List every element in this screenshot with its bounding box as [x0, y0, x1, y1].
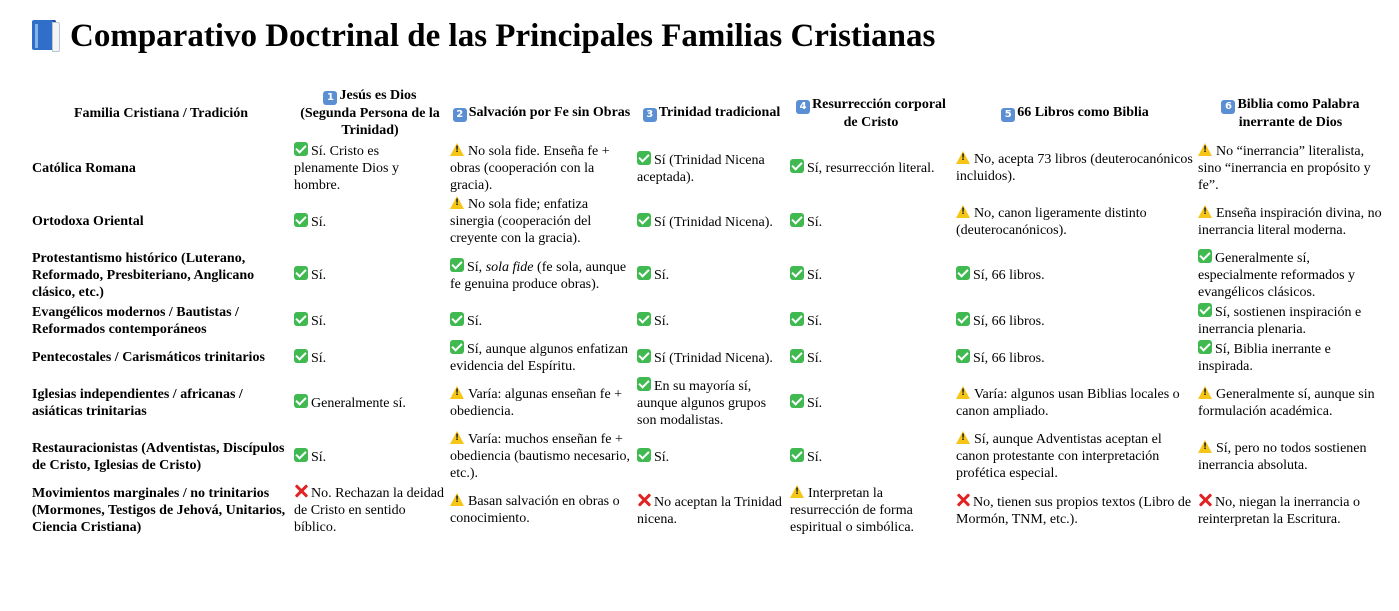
check-icon	[790, 159, 804, 173]
warning-icon	[956, 205, 970, 218]
column-header-label: 66 Libros como Biblia	[1017, 105, 1149, 120]
column-header-1	[292, 86, 448, 141]
cell-text: Sí.	[807, 350, 823, 366]
table-cell	[448, 430, 635, 483]
cell-text: Sí (Trinidad Nicena).	[654, 214, 773, 230]
number-3-icon: 3	[643, 108, 657, 122]
table-row	[30, 141, 1385, 195]
table-cell	[788, 430, 954, 483]
cell-text: (fe sola, aunque fe genuina produce obras).	[450, 259, 627, 292]
table-cell	[292, 141, 448, 195]
check-icon	[637, 349, 651, 363]
table-cell	[1196, 141, 1385, 195]
check-icon	[294, 213, 308, 227]
column-header-3	[635, 86, 788, 141]
table-cell	[292, 339, 448, 376]
table-cell	[1196, 195, 1385, 248]
table-cell	[788, 483, 954, 537]
check-icon	[956, 349, 970, 363]
cell-text: No, niegan la inerrancia o reinterpretan la Escritura.	[1198, 494, 1360, 527]
cell-text: Sí, 66 libros.	[973, 350, 1045, 366]
cell-text: No “inerrancia” literalista, sino “inerrancia en propósito y fe”.	[1198, 143, 1371, 193]
table-cell	[954, 141, 1196, 195]
family-name: Movimientos marginales / no trinitarios (Mormones, Testigos de Jehová, Unitarios, Ciencia Cristiana)	[32, 485, 286, 535]
page-header	[32, 12, 935, 60]
cell-text: Sí.	[654, 268, 670, 283]
number-4-icon: 4	[796, 100, 810, 114]
family-name: Pentecostales / Carismáticos trinitarios	[32, 350, 265, 365]
cell-text: Sí, pero no todos sostienen inerrancia absoluta.	[1198, 440, 1367, 473]
table-cell	[448, 141, 635, 195]
cell-text: No, canon ligeramente distinto (deuterocanónicos).	[956, 205, 1147, 238]
warning-icon	[790, 485, 804, 498]
cell-text: Varía: algunas enseñan fe + obediencia.	[450, 387, 623, 419]
check-icon	[956, 312, 970, 326]
check-icon	[637, 151, 651, 165]
cross-icon	[1198, 493, 1212, 507]
cell-text: Sí.	[311, 268, 327, 283]
check-icon	[637, 213, 651, 227]
check-icon	[1198, 249, 1212, 263]
cell-text: No sola fide. Enseña fe + obras (cooperación con la gracia).	[450, 143, 610, 193]
warning-icon	[450, 386, 464, 399]
cell-text: Sí.	[807, 214, 823, 230]
column-header-label: Jesús es Dios (Segunda Persona de la Trinidad)	[300, 88, 440, 138]
table-cell	[635, 339, 788, 376]
number-5-icon: 5	[1001, 108, 1015, 122]
table-cell	[292, 483, 448, 537]
cell-text: Varía: algunos usan Biblias locales o canon ampliado.	[956, 387, 1180, 419]
column-header-4	[788, 86, 954, 141]
cell-text: No, acepta 73 libros (deuterocanónicos incluidos).	[956, 152, 1193, 184]
cross-icon	[956, 493, 970, 507]
warning-icon	[1198, 386, 1212, 399]
page-title: Comparativo Doctrinal de las Principales Familias Cristianas	[70, 18, 936, 54]
column-header-6	[1196, 86, 1385, 141]
cell-text: Generalmente sí, especialmente reformados y evangélicos clásicos.	[1198, 251, 1356, 300]
number-2-icon: 2	[453, 108, 467, 122]
check-icon	[450, 312, 464, 326]
family-name: Iglesias independientes / africanas / asiáticas trinitarias	[32, 387, 243, 419]
column-header-label: Resurrección corporal de Cristo	[812, 96, 946, 130]
table-body	[30, 141, 1385, 537]
table-cell	[448, 248, 635, 302]
table-row	[30, 430, 1385, 483]
warning-icon	[450, 196, 464, 209]
table-cell	[635, 302, 788, 339]
table-cell	[788, 248, 954, 302]
check-icon	[637, 266, 651, 280]
cell-text: No. Rechazan la deidad de Cristo en sentido bíblico.	[294, 486, 444, 535]
column-header-5	[954, 86, 1196, 141]
table-cell	[788, 376, 954, 430]
cross-icon	[637, 493, 651, 507]
book-icon	[32, 20, 60, 52]
warning-icon	[1198, 205, 1212, 218]
table-cell	[635, 483, 788, 537]
table-row	[30, 195, 1385, 248]
cell-text: Sí.	[654, 313, 670, 329]
cell-text: Basan salvación en obras o conocimiento.	[450, 494, 620, 526]
cell-text: Varía: muchos enseñan fe + obediencia (bautismo necesario, etc.).	[450, 432, 630, 481]
cell-text: Sí.	[311, 313, 327, 329]
header-row	[30, 86, 1385, 141]
warning-icon	[450, 493, 464, 506]
cell-text: Sí (Trinidad Nicena aceptada).	[637, 152, 765, 185]
warning-icon	[956, 431, 970, 444]
table-cell	[1196, 376, 1385, 430]
table-cell	[954, 339, 1196, 376]
cell-text: Sí.	[467, 313, 483, 329]
check-icon	[1198, 303, 1212, 317]
cell-text: Sí.	[311, 214, 327, 230]
cell-text: Sí,	[467, 259, 486, 275]
cell-text: Enseña inspiración divina, no inerrancia literal moderna.	[1198, 205, 1382, 238]
check-icon	[450, 258, 464, 272]
table-cell	[292, 376, 448, 430]
warning-icon	[956, 151, 970, 164]
check-icon	[790, 448, 804, 462]
warning-icon	[450, 431, 464, 444]
warning-icon	[1198, 440, 1212, 453]
table-cell	[448, 483, 635, 537]
family-name: Católica Romana	[32, 160, 136, 176]
check-icon	[637, 377, 651, 391]
check-icon	[294, 448, 308, 462]
cell-text: No, tienen sus propios textos (Libro de Mormón, TNM, etc.).	[956, 494, 1192, 527]
number-6-icon: 6	[1221, 100, 1235, 114]
table-cell	[448, 339, 635, 376]
check-icon	[294, 394, 308, 408]
cell-text: Sí.	[311, 350, 327, 366]
cell-text: Generalmente sí.	[311, 396, 406, 411]
table-row	[30, 483, 1385, 537]
table-cell	[954, 302, 1196, 339]
table-cell	[1196, 302, 1385, 339]
table-cell	[1196, 339, 1385, 376]
check-icon	[790, 394, 804, 408]
cell-text: Sí.	[654, 449, 670, 465]
column-header-label: Salvación por Fe sin Obras	[468, 105, 631, 120]
table-cell	[448, 195, 635, 248]
check-icon	[956, 266, 970, 280]
table-cell	[954, 195, 1196, 248]
cell-text: Sí.	[807, 449, 823, 465]
cell-text: En su mayoría sí, aunque algunos grupos son modalistas.	[637, 379, 767, 428]
number-1-icon: 1	[323, 91, 337, 105]
cell-text-emphasis: sola fide	[485, 259, 534, 275]
table-cell	[635, 248, 788, 302]
cell-text: Sí (Trinidad Nicena).	[654, 350, 773, 366]
table-cell	[635, 430, 788, 483]
check-icon	[637, 448, 651, 462]
table-cell	[954, 248, 1196, 302]
cell-text: Sí.	[311, 449, 327, 465]
check-icon	[294, 349, 308, 363]
cell-text: Sí.	[807, 268, 823, 283]
table-cell	[1196, 248, 1385, 302]
table-cell	[448, 376, 635, 430]
table-row	[30, 248, 1385, 302]
cell-text: Sí, aunque algunos enfatizan evidencia del Espíritu.	[450, 342, 628, 374]
table-cell	[954, 430, 1196, 483]
cell-text: Sí, Biblia inerrante e inspirada.	[1198, 342, 1331, 374]
family-name: Restauracionistas (Adventistas, Discípulos de Cristo, Iglesias de Cristo)	[32, 440, 285, 473]
cell-text: No sola fide; enfatiza sinergia (cooperación del creyente con la gracia).	[450, 197, 592, 246]
column-header-family	[30, 86, 292, 141]
check-icon	[294, 142, 308, 156]
column-header-label: Trinidad tradicional	[658, 105, 781, 120]
table-cell	[1196, 483, 1385, 537]
doctrine-comparison-table	[30, 86, 1385, 537]
table-cell	[954, 483, 1196, 537]
cell-text: Sí, resurrección literal.	[807, 161, 935, 176]
warning-icon	[956, 386, 970, 399]
warning-icon	[1198, 143, 1212, 156]
table-cell	[1196, 430, 1385, 483]
check-icon	[637, 312, 651, 326]
table-cell	[788, 339, 954, 376]
cell-text: Generalmente sí, aunque sin formulación académica.	[1198, 387, 1375, 419]
cell-text: Sí. Cristo es plenamente Dios y hombre.	[294, 144, 399, 193]
table-cell	[292, 430, 448, 483]
check-icon	[294, 266, 308, 280]
table-row	[30, 376, 1385, 430]
cell-text: Interpretan la resurrección de forma espiritual o simbólica.	[790, 485, 915, 535]
cell-text: Sí.	[807, 313, 823, 329]
table-row	[30, 339, 1385, 376]
cell-text: Sí.	[807, 396, 823, 411]
table-cell	[635, 195, 788, 248]
check-icon	[450, 340, 464, 354]
table-cell	[292, 302, 448, 339]
check-icon	[294, 312, 308, 326]
table-cell	[292, 195, 448, 248]
table-cell	[788, 141, 954, 195]
table-cell	[954, 376, 1196, 430]
table-cell	[292, 248, 448, 302]
table-cell	[635, 376, 788, 430]
cell-text: Sí, 66 libros.	[973, 313, 1045, 329]
warning-icon	[450, 143, 464, 156]
cross-icon	[294, 484, 308, 498]
check-icon	[790, 349, 804, 363]
check-icon	[790, 213, 804, 227]
cell-text: Sí, aunque Adventistas aceptan el canon protestante con interpretación profética especial.	[956, 432, 1162, 481]
column-header-label: Biblia como Palabra inerrante de Dios	[1237, 96, 1360, 130]
table-row	[30, 302, 1385, 339]
column-header-2	[448, 86, 635, 141]
cell-text: Sí, 66 libros.	[973, 268, 1045, 283]
family-name: Evangélicos modernos / Bautistas / Reformados contemporáneos	[32, 304, 239, 337]
cell-text: Sí, sostienen inspiración e inerrancia plenaria.	[1198, 305, 1362, 337]
check-icon	[1198, 340, 1212, 354]
check-icon	[790, 266, 804, 280]
column-header-label: Familia Cristiana / Tradición	[73, 105, 249, 121]
table-cell	[788, 195, 954, 248]
table-cell	[788, 302, 954, 339]
family-name: Protestantismo histórico (Luterano, Reformado, Presbiteriano, Anglicano clásico, etc.)	[32, 250, 255, 300]
cell-text: No aceptan la Trinidad nicena.	[637, 494, 782, 527]
table-cell	[448, 302, 635, 339]
check-icon	[790, 312, 804, 326]
family-name: Ortodoxa Oriental	[32, 214, 144, 229]
table-cell	[635, 141, 788, 195]
